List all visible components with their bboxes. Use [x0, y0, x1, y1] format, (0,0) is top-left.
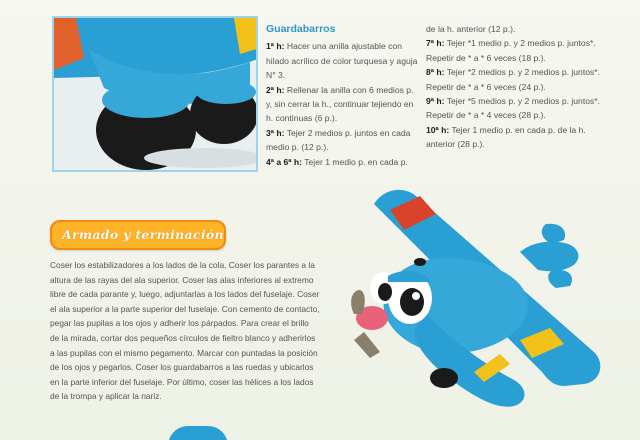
guardabarros-column-1: [266, 22, 418, 169]
armado-body-text: Coser los estabilizadores a los lados de la cola. Coser los parantes a la altura de las rayas del ala superior. Coser las alas inferiores al extremo libre de cada parante y, luego, adjuntarlas a los lados del fuselaje. Coser el ala superior a la parte superior del fuselaje. Con cemento de contacto, pegar las pupilas a los ojos y adherir los párpados. Para crear el brillo de la mirada, cortar dos pequeños círculos de fieltro blanco y adherirlos a las pupilas con el mismo pegamento. Marcar con puntadas la posición de los ojos y pegarlos. Coser los guardabarros a las ruedas y ubicarlos en la parte inferior del fuselaje. Por último, coser las hélices a los lados de la trompa y aplicar la nariz.: [50, 260, 320, 402]
row-label: 1ª h:: [266, 41, 285, 52]
row-9: [426, 94, 602, 123]
row-label: 2ª h:: [266, 84, 285, 95]
row-2: [266, 83, 418, 126]
row-label: 10ª h:: [426, 124, 450, 135]
guardabarros-title: Guardabarros: [266, 23, 336, 35]
wheel-photo: [52, 16, 258, 172]
guardabarros-column-2: [426, 22, 602, 152]
row-1: [266, 39, 418, 82]
bottom-decoration: [168, 426, 228, 440]
row-7: [426, 36, 602, 65]
col2-lead: de la h. anterior (12 p.).: [426, 24, 516, 34]
airplane-photo: [324, 182, 640, 412]
row-text: Tejer 1 medio p. en cada p.: [301, 156, 408, 167]
row-text: Rellenar la anilla con 6 medios p. y, sin cerrar la h., continuar tejiendo en h. continuas (6 p.).: [266, 84, 414, 124]
row-text: Tejer *5 medios p. y 2 medios p. juntos*. Repetir de * a * 4 veces (28 p.).: [426, 96, 601, 121]
row-10: [426, 123, 602, 152]
row-8: [426, 65, 602, 94]
row-label: 4ª a 6ª h:: [266, 156, 302, 167]
row-text: Tejer 2 medios p. juntos en cada medio p. (12 p.).: [266, 127, 411, 153]
row-label: 3ª h:: [266, 127, 285, 138]
row-4: [266, 155, 418, 169]
row-text: Hacer una anilla ajustable con hilado acrílico de color turquesa y aguja N° 3.: [266, 41, 418, 81]
row-3: [266, 126, 418, 155]
row-text: Tejer *2 medios p. y 2 medios p. juntos*. Repetir de * a * 6 veces (24 p.).: [426, 67, 601, 92]
row-text: Tejer *1 medio p. y 2 medios p. juntos*. Repetir de * a * 6 veces (18 p.).: [426, 38, 596, 63]
row-label: 9ª h:: [426, 96, 445, 107]
row-label: 8ª h:: [426, 67, 445, 78]
armado-heading-box: [50, 220, 226, 250]
armado-title: Armado y terminación: [62, 227, 224, 242]
row-label: 7ª h:: [426, 38, 445, 49]
row-text: Tejer 1 medio p. en cada p. de la h. anterior (28 p.).: [426, 124, 586, 150]
